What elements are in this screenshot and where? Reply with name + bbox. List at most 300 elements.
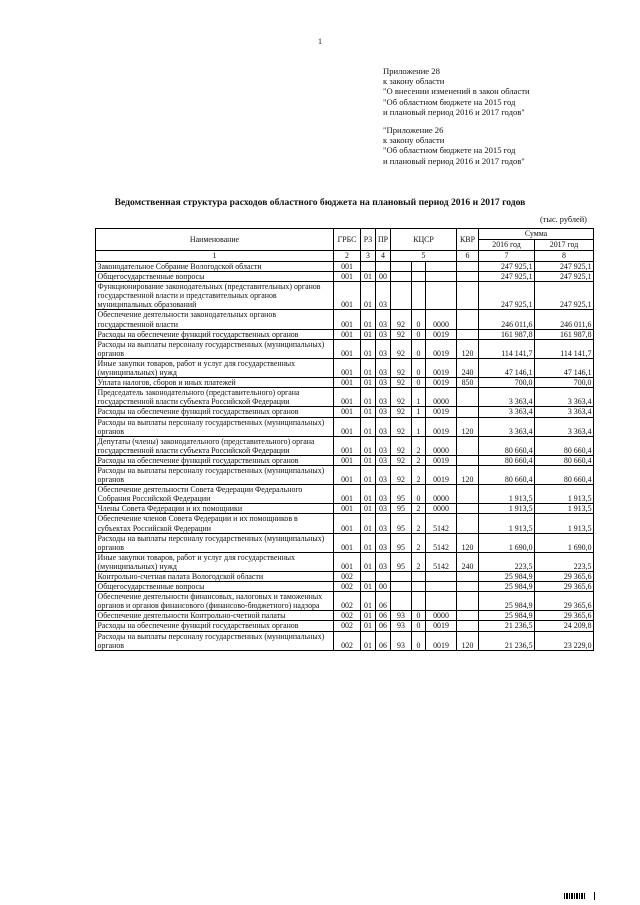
cell-rz: 01 xyxy=(361,407,376,417)
cell-k3: 0019 xyxy=(426,417,457,436)
cell-k1: 92 xyxy=(391,417,412,436)
appendix-line: к закону области xyxy=(383,76,445,87)
cell-grbs: 001 xyxy=(334,552,361,571)
col-number: 6 xyxy=(457,251,479,262)
cell-grbs: 001 xyxy=(334,378,361,388)
header-grbs: ГРБС xyxy=(334,229,361,251)
cell-y2017: 80 660,4 xyxy=(535,436,594,455)
cell-y2016: 80 660,4 xyxy=(479,465,535,484)
cell-y2017: 3 363,4 xyxy=(535,417,594,436)
cell-k1: 95 xyxy=(391,485,412,504)
cell-k1: 92 xyxy=(391,378,412,388)
cell-pr: 00 xyxy=(376,582,391,592)
cell-y2016: 25 984,9 xyxy=(479,592,535,611)
cell-grbs: 001 xyxy=(334,329,361,339)
cell-grbs: 001 xyxy=(334,436,361,455)
cell-k1: 92 xyxy=(391,329,412,339)
cell-rz: 01 xyxy=(361,552,376,571)
cell-kvr: 120 xyxy=(457,631,479,650)
cell-y2016: 80 660,4 xyxy=(479,455,535,465)
appendix-line: "О внесении изменений в закон области xyxy=(383,86,530,97)
col-number: 2 xyxy=(334,251,361,262)
cell-y2017: 1 913,5 xyxy=(535,485,594,504)
cell-y2016: 161 987,8 xyxy=(479,329,535,339)
cell-k2: 1 xyxy=(412,388,426,407)
cell-name: Контрольно-счетная палата Вологодской области xyxy=(96,572,334,582)
cell-k2: 0 xyxy=(412,631,426,650)
cell-rz: 01 xyxy=(361,282,376,310)
cell-k3: 0019 xyxy=(426,465,457,484)
cell-kvr xyxy=(457,272,479,282)
cell-k1: 92 xyxy=(391,310,412,329)
cell-grbs: 001 xyxy=(334,504,361,514)
cell-y2017: 246 011,6 xyxy=(535,310,594,329)
cell-k1: 92 xyxy=(391,388,412,407)
cell-k3: 0000 xyxy=(426,485,457,504)
header-rz: РЗ xyxy=(361,229,376,251)
cell-k2 xyxy=(412,582,426,592)
cell-name: Члены Совета Федерации и их помощники xyxy=(96,504,334,514)
cell-kvr xyxy=(457,455,479,465)
cell-pr: 06 xyxy=(376,621,391,631)
cell-kvr xyxy=(457,514,479,533)
cell-k1: 95 xyxy=(391,552,412,571)
cell-pr: 03 xyxy=(376,310,391,329)
cell-k1 xyxy=(391,262,412,272)
cell-grbs: 001 xyxy=(334,358,361,377)
cell-k1: 92 xyxy=(391,436,412,455)
appendix-line: и плановый период 2016 и 2017 годов" xyxy=(383,106,525,117)
cell-k2: 2 xyxy=(412,436,426,455)
cell-k3: 0019 xyxy=(426,455,457,465)
cell-y2016: 21 236,5 xyxy=(479,631,535,650)
cell-k1: 92 xyxy=(391,407,412,417)
cell-k2 xyxy=(412,272,426,282)
cell-y2016: 1 913,5 xyxy=(479,504,535,514)
cell-y2016: 25 984,9 xyxy=(479,611,535,621)
cell-name: Уплата налогов, сборов и иных платежей xyxy=(96,378,334,388)
appendix-line: "Об областном бюджете на 2015 год xyxy=(383,96,516,107)
cell-kvr xyxy=(457,407,479,417)
cell-k3: 0000 xyxy=(426,611,457,621)
cell-name: Расходы на обеспечение функций государственных органов xyxy=(96,455,334,465)
cell-y2017: 247 925,1 xyxy=(535,262,594,272)
cell-grbs: 001 xyxy=(334,465,361,484)
cell-y2017: 3 363,4 xyxy=(535,388,594,407)
cell-rz: 01 xyxy=(361,611,376,621)
col-number: 3 xyxy=(361,251,376,262)
cell-name: Председатель законодательного (представительного) органа государственной власти субъекта Российской Федерации xyxy=(96,388,334,407)
cell-kvr xyxy=(457,621,479,631)
table-row xyxy=(96,329,594,339)
cell-grbs: 001 xyxy=(334,262,361,272)
cell-k3: 5142 xyxy=(426,514,457,533)
table-row xyxy=(96,621,594,631)
cell-y2017: 80 660,4 xyxy=(535,455,594,465)
header-2017: 2017 год xyxy=(535,240,594,251)
cell-y2017: 700,0 xyxy=(535,378,594,388)
cell-pr: 00 xyxy=(376,272,391,282)
cell-kvr xyxy=(457,611,479,621)
cell-y2017: 1 690,0 xyxy=(535,533,594,552)
cell-k1: 92 xyxy=(391,358,412,377)
cell-y2017: 247 925,1 xyxy=(535,282,594,310)
cell-kvr: 120 xyxy=(457,417,479,436)
document-title: Ведомственная структура расходов областного бюджета на плановый период 2016 и 2017 годов xyxy=(114,197,526,208)
cell-y2016: 114 141,7 xyxy=(479,339,535,358)
cell-pr: 03 xyxy=(376,282,391,310)
cell-y2017: 114 141,7 xyxy=(535,339,594,358)
cell-k3 xyxy=(426,262,457,272)
cell-k1: 95 xyxy=(391,514,412,533)
cell-y2017: 23 229,0 xyxy=(535,631,594,650)
cell-kvr xyxy=(457,329,479,339)
cell-k2 xyxy=(412,262,426,272)
cell-pr: 03 xyxy=(376,485,391,504)
cell-pr: 03 xyxy=(376,533,391,552)
header-name: Наименование xyxy=(96,229,334,251)
cell-grbs: 002 xyxy=(334,611,361,621)
cell-k3: 0019 xyxy=(426,621,457,631)
cell-y2016: 3 363,4 xyxy=(479,388,535,407)
cell-k1: 93 xyxy=(391,621,412,631)
appendix-line: Приложение 28 xyxy=(383,66,440,76)
cell-grbs: 002 xyxy=(334,592,361,611)
header-kcsr: КЦСР xyxy=(391,229,457,251)
budget-table xyxy=(95,228,594,651)
cell-k1: 95 xyxy=(391,504,412,514)
cell-kvr xyxy=(457,436,479,455)
cell-k1 xyxy=(391,572,412,582)
cell-y2017: 80 660,4 xyxy=(535,465,594,484)
cell-kvr xyxy=(457,582,479,592)
cell-k3: 0019 xyxy=(426,358,457,377)
cell-k2: 0 xyxy=(412,329,426,339)
cell-y2017: 29 365,6 xyxy=(535,611,594,621)
cell-y2017: 24 209,8 xyxy=(535,621,594,631)
header-kvr: КВР xyxy=(457,229,479,251)
cell-y2017: 3 363,4 xyxy=(535,407,594,417)
cell-name: Расходы на выплаты персоналу государственных (муниципальных) органов xyxy=(96,533,334,552)
appendix-original xyxy=(383,125,525,166)
cell-rz: 01 xyxy=(361,582,376,592)
cell-y2016: 223,5 xyxy=(479,552,535,571)
cell-rz: 01 xyxy=(361,339,376,358)
table-row xyxy=(96,611,594,621)
table-row xyxy=(96,262,594,272)
cell-k3: 0019 xyxy=(426,631,457,650)
cell-kvr xyxy=(457,572,479,582)
cell-k1: 93 xyxy=(391,611,412,621)
cell-grbs: 001 xyxy=(334,407,361,417)
cell-rz: 01 xyxy=(361,504,376,514)
cell-pr: 03 xyxy=(376,378,391,388)
cell-kvr xyxy=(457,388,479,407)
col-number: 4 xyxy=(376,251,391,262)
cell-k2: 2 xyxy=(412,552,426,571)
header-pr: ПР xyxy=(376,229,391,251)
cell-name: Расходы на выплаты персоналу государственных (муниципальных) органов xyxy=(96,417,334,436)
cell-kvr xyxy=(457,485,479,504)
cell-grbs: 001 xyxy=(334,455,361,465)
cell-k2: 1 xyxy=(412,407,426,417)
table-row xyxy=(96,310,594,329)
cell-k3 xyxy=(426,592,457,611)
cell-y2016: 247 925,1 xyxy=(479,272,535,282)
cell-pr: 03 xyxy=(376,358,391,377)
cell-name: Расходы на выплаты персоналу государственных (муниципальных) органов xyxy=(96,465,334,484)
cell-name: Обеспечение деятельности финансовых, налоговых и таможенных органов и органов финансового (финансово-бюджетного) надзора xyxy=(96,592,334,611)
cell-rz xyxy=(361,572,376,582)
table-row xyxy=(96,417,594,436)
appendix-line: "Об областном бюджете на 2015 год xyxy=(383,145,516,156)
cell-kvr xyxy=(457,310,479,329)
cell-grbs: 001 xyxy=(334,514,361,533)
cell-k3: 0019 xyxy=(426,329,457,339)
cell-pr: 03 xyxy=(376,465,391,484)
cell-k2: 0 xyxy=(412,339,426,358)
cell-k3: 0019 xyxy=(426,378,457,388)
cell-rz: 01 xyxy=(361,378,376,388)
cell-pr: 06 xyxy=(376,631,391,650)
cell-pr: 03 xyxy=(376,407,391,417)
table-row xyxy=(96,592,594,611)
cell-k2: 0 xyxy=(412,310,426,329)
cell-y2016: 47 146,1 xyxy=(479,358,535,377)
cell-kvr: 120 xyxy=(457,339,479,358)
cell-name: Иные закупки товаров, работ и услуг для государственных (муниципальных) нужд xyxy=(96,358,334,377)
cell-rz: 01 xyxy=(361,272,376,282)
cell-name: Функционирование законодательных (представительных) органов государственной власти и представительных органов муниципальных образований xyxy=(96,282,334,310)
cell-kvr xyxy=(457,282,479,310)
header-2016: 2016 год xyxy=(479,240,535,251)
cell-pr xyxy=(376,572,391,582)
appendix-line: "Приложение 26 xyxy=(383,125,444,135)
cell-k3 xyxy=(426,272,457,282)
cell-y2017: 1 913,5 xyxy=(535,514,594,533)
cell-k1: 92 xyxy=(391,455,412,465)
table-row xyxy=(96,282,594,310)
cell-grbs: 001 xyxy=(334,310,361,329)
cell-name: Расходы на обеспечение функций государственных органов xyxy=(96,621,334,631)
cell-k2: 2 xyxy=(412,504,426,514)
cell-pr: 03 xyxy=(376,339,391,358)
cell-grbs: 002 xyxy=(334,631,361,650)
cell-rz: 01 xyxy=(361,417,376,436)
cell-k2: 0 xyxy=(412,621,426,631)
cell-name: Расходы на обеспечение функций государственных органов xyxy=(96,329,334,339)
cell-k1: 92 xyxy=(391,465,412,484)
cell-y2017: 29 365,6 xyxy=(535,582,594,592)
appendix-current xyxy=(383,66,530,117)
cell-k2: 1 xyxy=(412,417,426,436)
cell-k1 xyxy=(391,592,412,611)
cell-kvr: 850 xyxy=(457,378,479,388)
cell-y2016: 25 984,9 xyxy=(479,572,535,582)
cell-k2: 0 xyxy=(412,485,426,504)
cell-kvr: 120 xyxy=(457,465,479,484)
cell-k3: 0019 xyxy=(426,339,457,358)
cell-grbs: 001 xyxy=(334,282,361,310)
cell-y2016: 1 913,5 xyxy=(479,485,535,504)
cell-pr: 03 xyxy=(376,504,391,514)
cell-y2017: 47 146,1 xyxy=(535,358,594,377)
cell-k2: 2 xyxy=(412,455,426,465)
cell-k2: 2 xyxy=(412,465,426,484)
cell-y2017: 223,5 xyxy=(535,552,594,571)
col-number: 5 xyxy=(391,251,457,262)
cell-k1 xyxy=(391,282,412,310)
table-row xyxy=(96,533,594,552)
cell-y2016: 80 660,4 xyxy=(479,436,535,455)
cell-k2: 2 xyxy=(412,533,426,552)
cell-y2017: 29 365,6 xyxy=(535,572,594,582)
appendix-line: к закону области xyxy=(383,135,445,146)
cell-y2016: 1 690,0 xyxy=(479,533,535,552)
table-row xyxy=(96,436,594,455)
cell-k2: 2 xyxy=(412,514,426,533)
cell-name: Обеспечение деятельности Совета Федерации Федерального Собрания Российской Федерации xyxy=(96,485,334,504)
appendix-line: и плановый период 2016 и 2017 годов" xyxy=(383,155,525,166)
table-row xyxy=(96,378,594,388)
cell-grbs: 001 xyxy=(334,485,361,504)
table-header xyxy=(96,229,594,262)
cell-rz: 01 xyxy=(361,465,376,484)
cell-rz: 01 xyxy=(361,436,376,455)
cell-grbs: 002 xyxy=(334,572,361,582)
cell-grbs: 001 xyxy=(334,388,361,407)
cell-pr: 03 xyxy=(376,417,391,436)
cell-y2016: 247 925,1 xyxy=(479,282,535,310)
cell-name: Общегосударственные вопросы xyxy=(96,582,334,592)
cell-k1: 95 xyxy=(391,533,412,552)
cell-k3: 5142 xyxy=(426,533,457,552)
cell-pr: 03 xyxy=(376,455,391,465)
cell-kvr: 120 xyxy=(457,533,479,552)
cell-k2 xyxy=(412,572,426,582)
cell-grbs: 001 xyxy=(334,417,361,436)
table-row xyxy=(96,465,594,484)
cell-k2: 0 xyxy=(412,611,426,621)
cell-rz: 01 xyxy=(361,631,376,650)
cell-name: Обеспечение деятельности Контрольно-счетной палаты xyxy=(96,611,334,621)
cell-pr: 03 xyxy=(376,436,391,455)
cell-kvr xyxy=(457,262,479,272)
cell-rz: 01 xyxy=(361,329,376,339)
cell-k3: 0000 xyxy=(426,388,457,407)
table-row xyxy=(96,514,594,533)
cell-y2016: 21 236,5 xyxy=(479,621,535,631)
table-body xyxy=(96,262,594,651)
cell-rz: 01 xyxy=(361,388,376,407)
cell-y2017: 161 987,8 xyxy=(535,329,594,339)
cell-y2017: 247 925,1 xyxy=(535,272,594,282)
cell-k3: 0000 xyxy=(426,436,457,455)
cell-kvr xyxy=(457,504,479,514)
table-row xyxy=(96,485,594,504)
cell-k1 xyxy=(391,582,412,592)
col-number: 7 xyxy=(479,251,535,262)
table-row xyxy=(96,272,594,282)
cell-name: Общегосударственные вопросы xyxy=(96,272,334,282)
cell-y2016: 246 011,6 xyxy=(479,310,535,329)
col-number: 8 xyxy=(535,251,594,262)
cell-name: Депутаты (члены) законодательного (представительного) органа государственной власти субъекта Российской Федерации xyxy=(96,436,334,455)
table-row xyxy=(96,572,594,582)
table-row xyxy=(96,552,594,571)
cell-pr: 03 xyxy=(376,552,391,571)
cell-k1 xyxy=(391,272,412,282)
cell-k2 xyxy=(412,592,426,611)
table-row xyxy=(96,358,594,377)
cell-kvr: 240 xyxy=(457,552,479,571)
cell-name: Расходы на выплаты персоналу государственных (муниципальных) органов xyxy=(96,339,334,358)
cell-rz: 01 xyxy=(361,455,376,465)
col-number: 1 xyxy=(96,251,334,262)
cell-y2016: 247 925,1 xyxy=(479,262,535,272)
cell-k3 xyxy=(426,572,457,582)
cell-name: Законодательное Собрание Вологодской области xyxy=(96,262,334,272)
cell-pr: 06 xyxy=(376,611,391,621)
cell-y2016: 25 984,9 xyxy=(479,582,535,592)
table-row xyxy=(96,455,594,465)
cell-kvr: 240 xyxy=(457,358,479,377)
cell-y2016: 3 363,4 xyxy=(479,417,535,436)
cell-name: Обеспечение членов Совета Федерации и их помощников в субъектах Российской Федерации xyxy=(96,514,334,533)
cell-rz: 01 xyxy=(361,533,376,552)
table-row xyxy=(96,631,594,650)
cell-k3: 0000 xyxy=(426,310,457,329)
cell-pr xyxy=(376,262,391,272)
table-row xyxy=(96,388,594,407)
cell-name: Расходы на обеспечение функций государственных органов xyxy=(96,407,334,417)
table-row xyxy=(96,407,594,417)
cell-grbs: 001 xyxy=(334,339,361,358)
cell-k3: 0019 xyxy=(426,407,457,417)
cell-name: Иные закупки товаров, работ и услуг для государственных (муниципальных) нужд xyxy=(96,552,334,571)
cell-k3: 5142 xyxy=(426,552,457,571)
cell-rz xyxy=(361,262,376,272)
cell-k1: 92 xyxy=(391,339,412,358)
cell-rz: 01 xyxy=(361,621,376,631)
cell-y2017: 1 913,5 xyxy=(535,504,594,514)
units-label: (тыс. рублей) xyxy=(540,215,587,224)
cell-k1: 93 xyxy=(391,631,412,650)
cell-grbs: 001 xyxy=(334,272,361,282)
cell-y2016: 1 913,5 xyxy=(479,514,535,533)
cell-kvr xyxy=(457,592,479,611)
cell-name: Расходы на выплаты персоналу государственных (муниципальных) органов xyxy=(96,631,334,650)
cell-rz: 01 xyxy=(361,592,376,611)
cell-y2017: 29 365,6 xyxy=(535,592,594,611)
cell-k2: 0 xyxy=(412,378,426,388)
cell-k2: 0 xyxy=(412,358,426,377)
cell-pr: 03 xyxy=(376,514,391,533)
cell-k2 xyxy=(412,282,426,310)
barcode-mark xyxy=(564,893,586,899)
margin-mark xyxy=(594,892,595,900)
cell-k3 xyxy=(426,582,457,592)
cell-rz: 01 xyxy=(361,485,376,504)
cell-y2016: 700,0 xyxy=(479,378,535,388)
cell-grbs: 002 xyxy=(334,621,361,631)
cell-k3: 0000 xyxy=(426,504,457,514)
cell-name: Обеспечение деятельности законодательных органов государственной власти xyxy=(96,310,334,329)
cell-grbs: 002 xyxy=(334,582,361,592)
cell-k3 xyxy=(426,282,457,310)
table-row xyxy=(96,504,594,514)
cell-grbs: 001 xyxy=(334,533,361,552)
